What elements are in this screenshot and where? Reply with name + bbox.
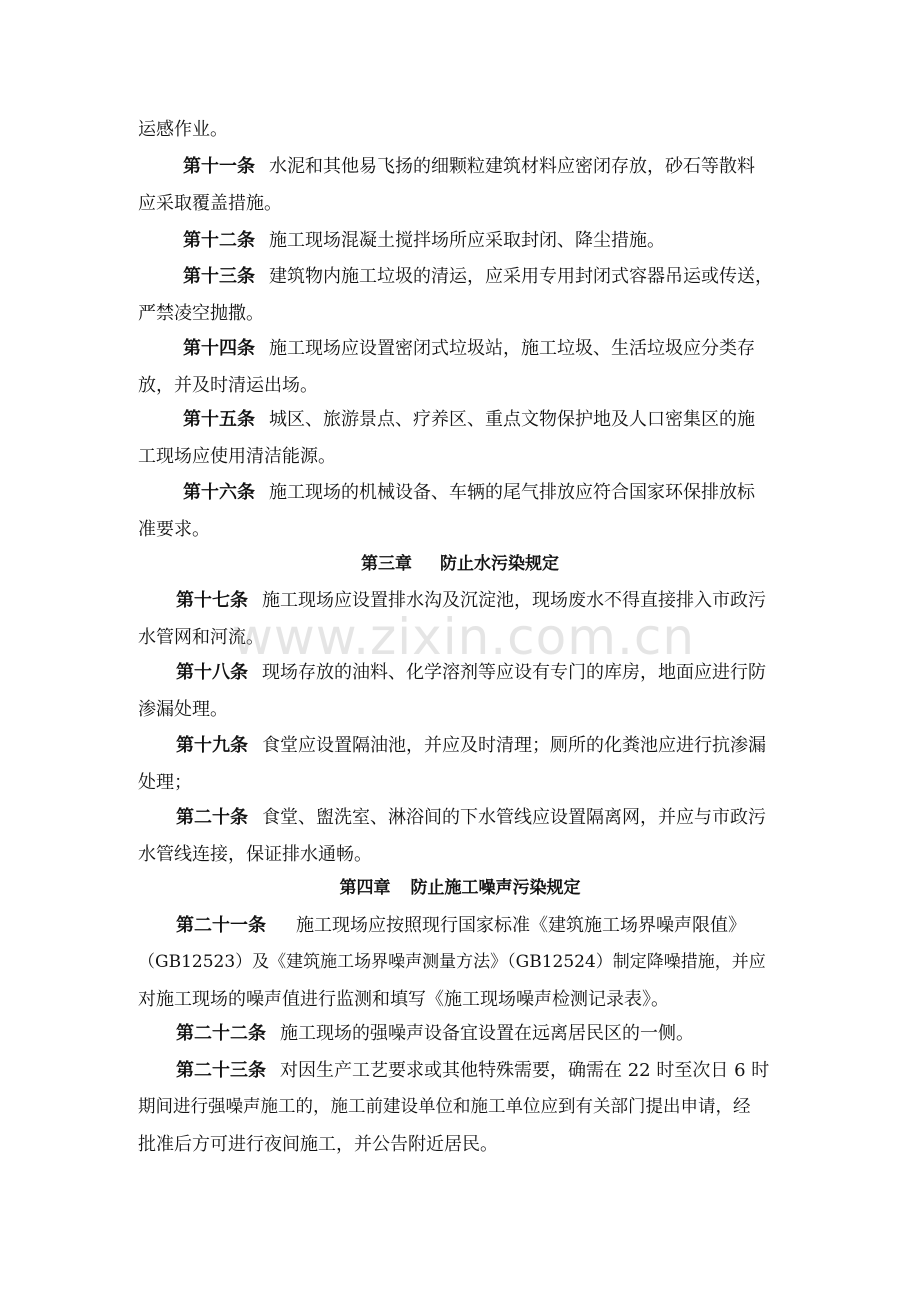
article-label: 第十六条 — [183, 482, 255, 503]
chapter-number: 第三章 — [361, 554, 412, 574]
text-line: 建筑物内施工垃圾的清运，应采用专用封闭式容器吊运或传送， — [269, 266, 773, 287]
article-label: 第十二条 — [183, 230, 255, 251]
chapter-4-heading — [0, 870, 920, 906]
article-14 — [138, 330, 788, 404]
text-line: 水管网和河流。 — [138, 627, 264, 648]
text-line: 期间进行强噪声施工的，施工前建设单位和施工单位应到有关部门提出申请，经 — [138, 1097, 751, 1117]
article-label: 第十七条 — [176, 590, 248, 611]
text-line: 施工现场的强噪声设备宜设置在远离居民区的一侧。 — [280, 1023, 694, 1044]
text-line: 食堂应设置隔油池，并应及时清理；厕所的化粪池应进行抗渗漏 — [262, 735, 766, 756]
article-17 — [138, 582, 788, 656]
text-line: 施工现场应按照现行国家标准《建筑施工场界噪声限值》 — [296, 915, 746, 936]
text-line: 运感作业。 — [138, 119, 228, 140]
watermark: www.zixin.com.cn — [232, 608, 696, 666]
article-11 — [138, 148, 788, 222]
article-23 — [138, 1052, 788, 1163]
text-line: 准要求。 — [138, 519, 210, 540]
text-line: 水管线连接，保证排水通畅。 — [138, 844, 372, 865]
text-line: 渗漏处理。 — [138, 699, 228, 720]
article-label: 第二十三条 — [176, 1060, 266, 1081]
text-line: 工现场应使用清洁能源。 — [138, 446, 336, 467]
article-13 — [138, 258, 788, 332]
text-line: 现场存放的油料、化学溶剂等应设有专门的库房，地面应进行防 — [262, 662, 766, 683]
chapter-3-heading — [0, 546, 920, 582]
article-label: 第二十二条 — [176, 1023, 266, 1044]
text-line: 处理； — [138, 772, 192, 793]
article-label: 第二十一条 — [176, 915, 266, 936]
article-label: 第十三条 — [183, 266, 255, 287]
article-12 — [138, 222, 788, 259]
text-line: 水泥和其他易飞扬的细颗粒建筑材料应密闭存放，砂石等散料 — [269, 156, 755, 177]
chapter-title: 防止施工噪声污染规定 — [410, 878, 581, 898]
article-21 — [138, 907, 788, 1018]
text-line: 食堂、盥洗室、淋浴间的下水管线应设置隔离网，并应与市政污 — [262, 807, 766, 828]
article-label: 第二十条 — [176, 807, 248, 828]
paragraph-continuation — [138, 111, 788, 148]
article-label: 第十九条 — [176, 735, 248, 756]
article-20 — [138, 799, 788, 873]
text-line: 施工现场混凝土搅拌场所应采取封闭、降尘措施。 — [269, 230, 665, 251]
article-19 — [138, 727, 788, 801]
text-line: 批准后方可进行夜间施工，并公告附近居民。 — [138, 1134, 498, 1155]
chapter-number: 第四章 — [339, 878, 391, 898]
article-label: 第十四条 — [183, 338, 255, 359]
article-label: 第十五条 — [183, 409, 255, 430]
text-line: 城区、旅游景点、疗养区、重点文物保护地及人口密集区的施 — [269, 409, 755, 430]
text-line: 对因生产工艺要求或其他特殊需要，确需在 22 时至次日 6 时 — [280, 1060, 770, 1081]
text-line: 施工现场应设置密闭式垃圾站，施工垃圾、生活垃圾应分类存 — [269, 338, 755, 359]
text-line: 对施工现场的噪声值进行监测和填写《施工现场噪声检测记录表》。 — [138, 989, 669, 1010]
article-15 — [138, 401, 788, 475]
article-label: 第十一条 — [183, 156, 255, 177]
article-22 — [138, 1015, 788, 1052]
text-line: 施工现场应设置排水沟及沉淀池，现场废水不得直接排入市政污 — [262, 590, 766, 611]
article-16 — [138, 474, 788, 548]
text-line: 严禁凌空抛撒。 — [138, 303, 264, 324]
text-line: 放，并及时清运出场。 — [138, 375, 318, 396]
text-line: 应采取覆盖措施。 — [138, 193, 282, 214]
article-label: 第十八条 — [176, 662, 248, 683]
text-line: （GB12523）及《建筑施工场界噪声测量方法》（GB12524）制定降噪措施，并应 — [138, 952, 766, 972]
chapter-title: 防止水污染规定 — [440, 554, 559, 574]
text-line: 施工现场的机械设备、车辆的尾气排放应符合国家环保排放标 — [269, 482, 755, 503]
article-18 — [138, 654, 788, 728]
